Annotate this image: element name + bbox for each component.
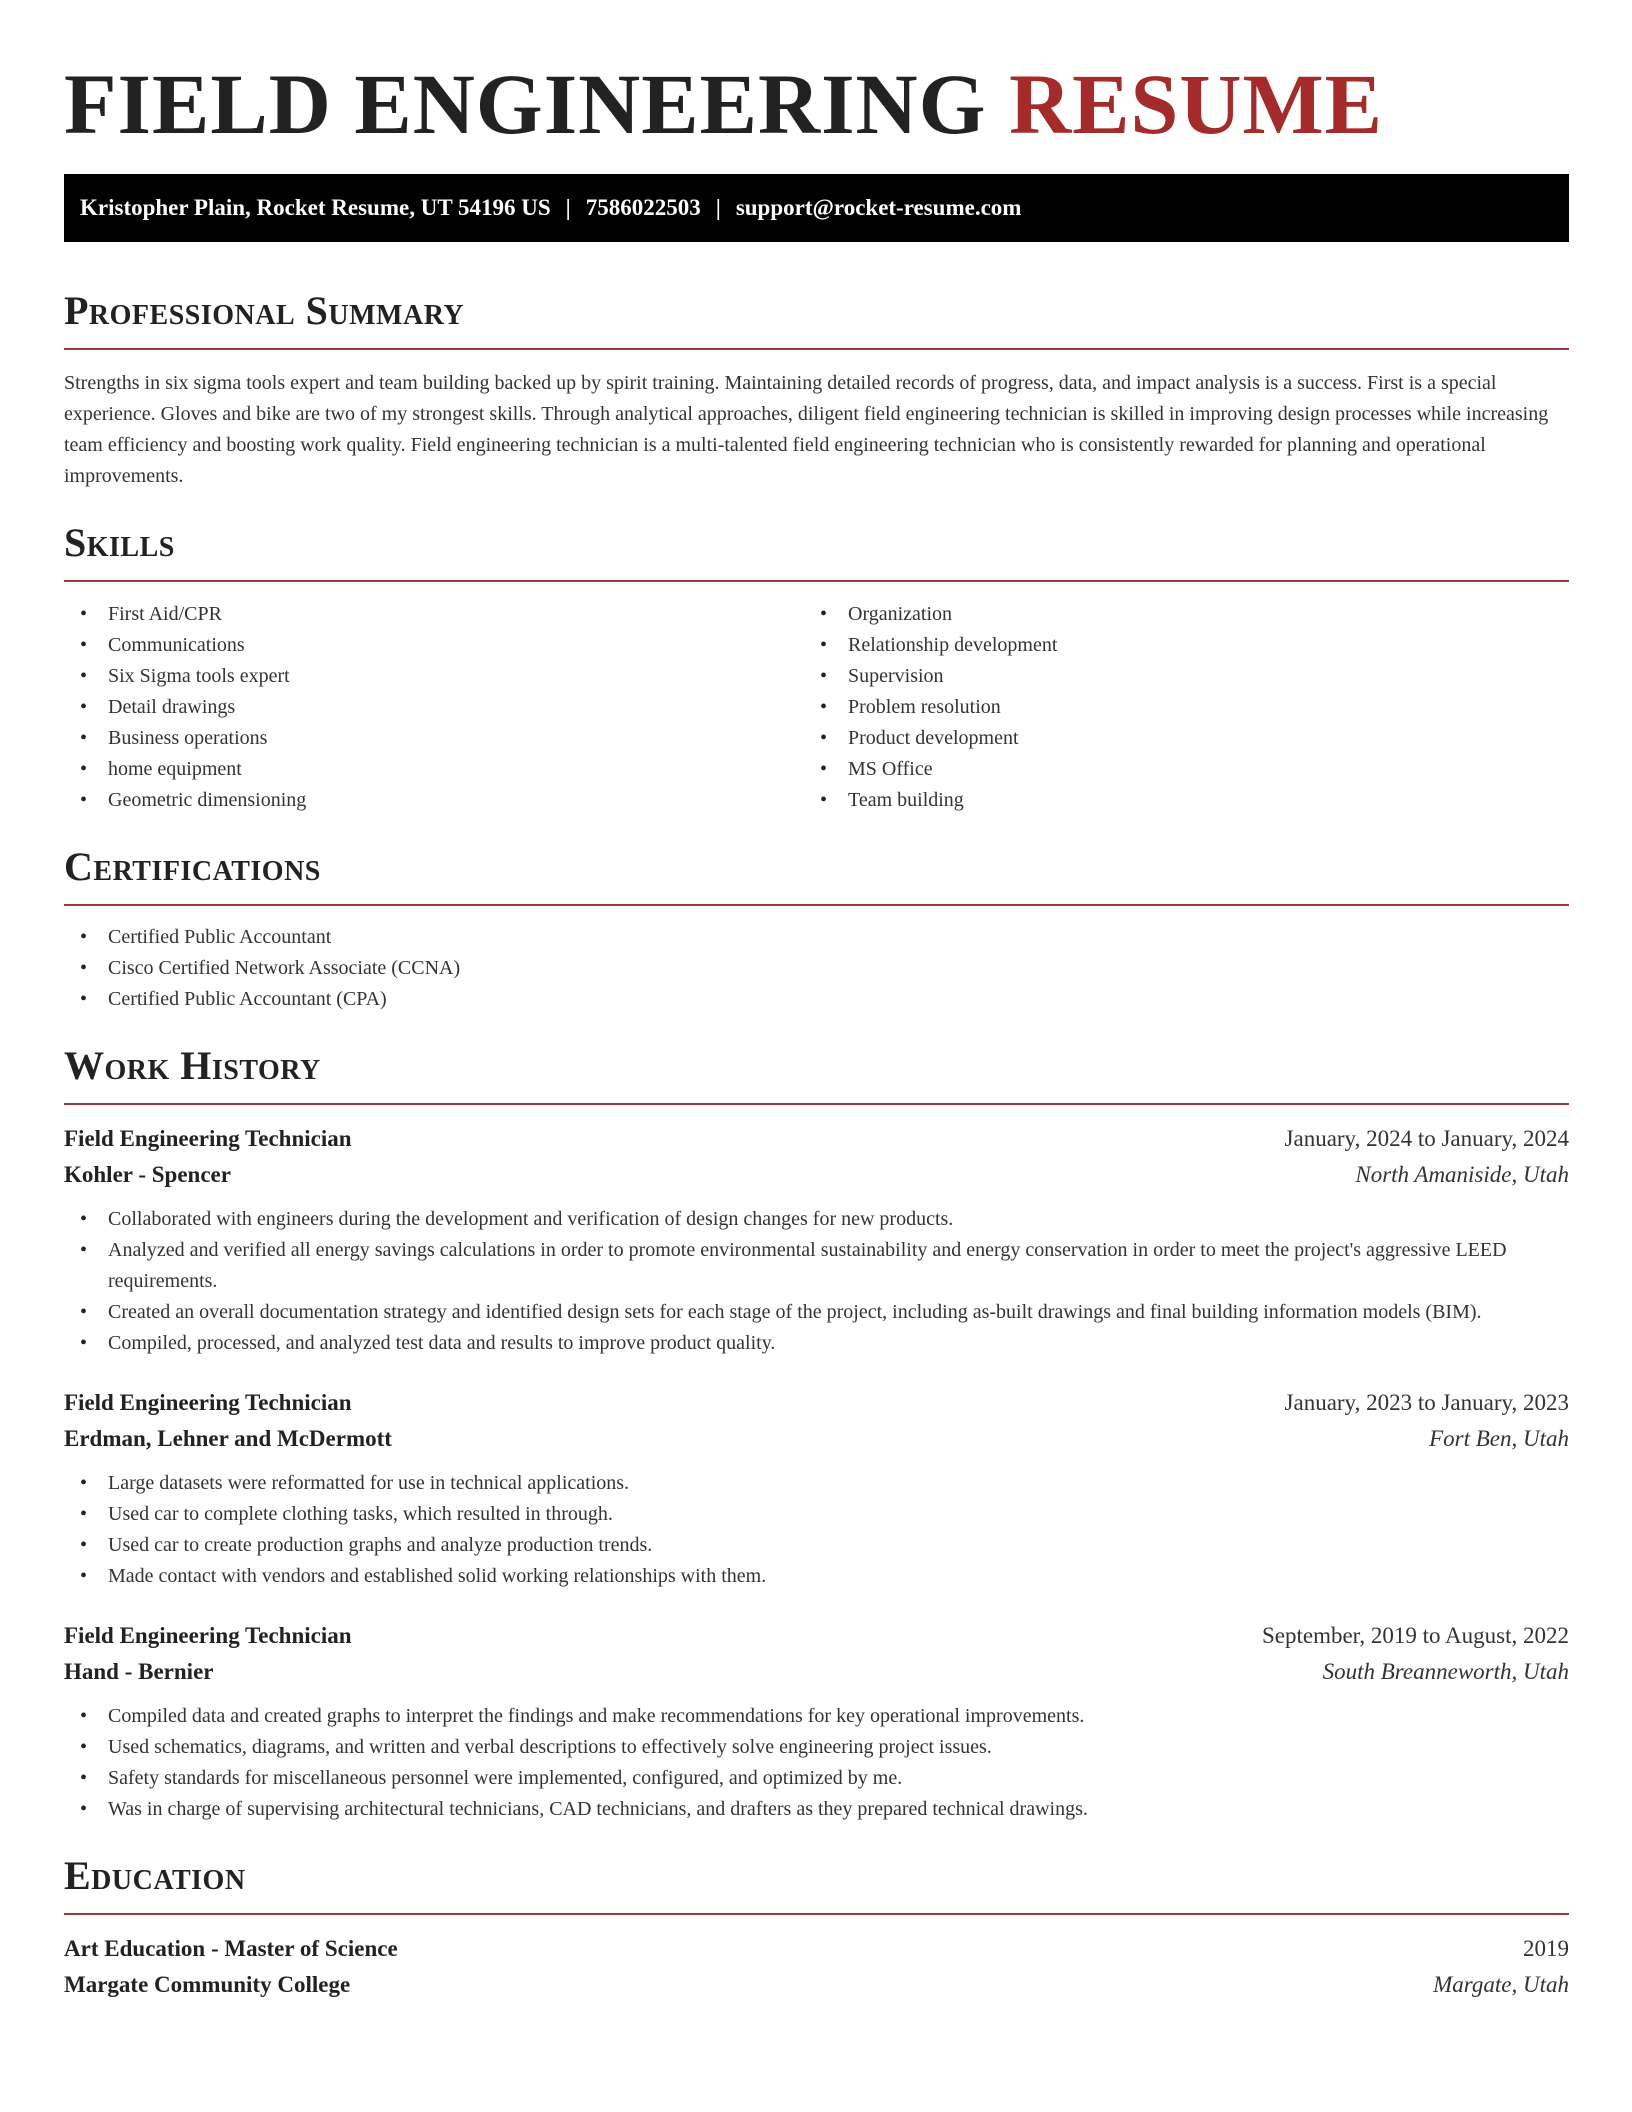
job-bullet: • Large datasets were reformatted for use in technical applications. (64, 1468, 1569, 1499)
certification-item: • Certified Public Accountant (64, 922, 1569, 953)
skill-item: • Communications (64, 630, 804, 661)
education-school: Margate Community College (64, 1972, 351, 1997)
job-entry (64, 1121, 1569, 1359)
summary-heading: Professional Summary (64, 288, 465, 333)
job-bullet: • Used car to complete clothing tasks, which resulted in through. (64, 1499, 1569, 1530)
education-school-row (64, 1967, 1569, 2003)
job-location: North Amaniside, Utah (1355, 1162, 1569, 1187)
title-main: FIELD ENGINEERING (64, 56, 987, 152)
job-title: Field Engineering Technician (64, 1623, 352, 1648)
contact-phone: 7586022503 (585, 195, 701, 220)
skill-item: • Organization (804, 599, 1544, 630)
skills-heading: Skills (64, 520, 175, 565)
job-bullet: • Collaborated with engineers during the development and verification of design changes for new products. (64, 1204, 1569, 1235)
contact-separator: | (715, 195, 721, 220)
skill-item: • Team building (804, 785, 1544, 816)
job-location: Fort Ben, Utah (1429, 1426, 1569, 1451)
skill-item: • Geometric dimensioning (64, 785, 804, 816)
skill-item: • MS Office (804, 754, 1544, 785)
resume-title (64, 58, 1569, 150)
job-company: Kohler - Spencer (64, 1162, 231, 1187)
job-company-row (64, 1421, 1569, 1457)
education-location: Margate, Utah (1433, 1972, 1569, 1997)
job-bullet: • Used schematics, diagrams, and written and verbal descriptions to effectively solve engineering project issues. (64, 1732, 1569, 1763)
job-bullets (64, 1701, 1569, 1825)
job-dates: January, 2023 to January, 2023 (1284, 1390, 1569, 1415)
skill-item: • Supervision (804, 661, 1544, 692)
job-header (64, 1385, 1569, 1421)
section-divider (64, 348, 1569, 350)
education-year: 2019 (1523, 1936, 1569, 1961)
skill-item: • First Aid/CPR (64, 599, 804, 630)
skills-column-right (804, 599, 1544, 816)
summary-text: Strengths in six sigma tools expert and team building backed up by spirit training. Maintaining detailed records of progress, data, and impact analysis is a success. First is a special experience. Gloves and bike are two of my strongest skills. Through analytical approaches, diligent field engineering technician is skilled in improving design processes while increasing team efficiency and boosting work quality. Field engineering technician is a multi-talented field engineering technician who is consistently rewarded for planning and operational improvements. (64, 372, 1549, 487)
title-accent: RESUME (1009, 56, 1383, 152)
skills-list (64, 599, 1569, 816)
job-bullet: • Safety standards for miscellaneous personnel were implemented, configured, and optimized by me. (64, 1763, 1569, 1794)
work-history-heading: Work History (64, 1043, 321, 1088)
job-bullet: • Was in charge of supervising architectural technicians, CAD technicians, and drafters as they prepared technical drawings. (64, 1794, 1569, 1825)
section-divider (64, 580, 1569, 582)
skill-item: • Relationship development (804, 630, 1544, 661)
job-dates: September, 2019 to August, 2022 (1261, 1623, 1569, 1648)
skill-item: • home equipment (64, 754, 804, 785)
certifications-list (64, 922, 1569, 1015)
job-title: Field Engineering Technician (64, 1126, 352, 1151)
job-company-row (64, 1654, 1569, 1690)
skill-item: • Problem resolution (804, 692, 1544, 723)
skill-item: • Six Sigma tools expert (64, 661, 804, 692)
education-heading: Education (64, 1853, 246, 1898)
job-dates: January, 2024 to January, 2024 (1284, 1126, 1569, 1151)
contact-separator: | (565, 195, 571, 220)
job-company: Hand - Bernier (64, 1659, 214, 1684)
job-bullets (64, 1204, 1569, 1359)
job-header (64, 1121, 1569, 1157)
contact-email: support@rocket-resume.com (735, 195, 1022, 220)
job-bullet: • Used car to create production graphs and analyze production trends. (64, 1530, 1569, 1561)
certification-item: • Cisco Certified Network Associate (CCNA) (64, 953, 1569, 984)
education-entry (64, 1931, 1569, 2003)
job-company: Erdman, Lehner and McDermott (64, 1426, 392, 1451)
contact-bar (64, 174, 1569, 242)
job-header (64, 1618, 1569, 1654)
job-bullet: • Compiled, processed, and analyzed test data and results to improve product quality. (64, 1328, 1569, 1359)
job-bullet: • Compiled data and created graphs to interpret the findings and make recommendations for key operational improvements. (64, 1701, 1569, 1732)
contact-address: Kristopher Plain, Rocket Resume, UT 54196 US (80, 195, 551, 220)
job-bullet: • Made contact with vendors and established solid working relationships with them. (64, 1561, 1569, 1592)
section-divider (64, 1103, 1569, 1105)
education-degree-row (64, 1931, 1569, 1967)
skill-item: • Business operations (64, 723, 804, 754)
certification-item: • Certified Public Accountant (CPA) (64, 984, 1569, 1015)
section-divider (64, 1913, 1569, 1915)
skills-column-left (64, 599, 804, 816)
certifications-heading: Certifications (64, 844, 321, 889)
skill-item: • Product development (804, 723, 1544, 754)
resume-page (64, 0, 1569, 2003)
job-entry (64, 1385, 1569, 1592)
job-bullet: • Analyzed and verified all energy savings calculations in order to promote environmental sustainability and energy conservation in order to meet the project's aggressive LEED requirements. (64, 1235, 1569, 1297)
education-degree: Art Education - Master of Science (64, 1936, 398, 1961)
section-divider (64, 904, 1569, 906)
job-bullets (64, 1468, 1569, 1592)
job-bullet: • Created an overall documentation strategy and identified design sets for each stage of the project, including as-built drawings and final building information models (BIM). (64, 1297, 1569, 1328)
job-title: Field Engineering Technician (64, 1390, 352, 1415)
job-location: South Breanneworth, Utah (1322, 1659, 1569, 1684)
job-company-row (64, 1157, 1569, 1193)
skill-item: • Detail drawings (64, 692, 804, 723)
job-entry (64, 1618, 1569, 1825)
